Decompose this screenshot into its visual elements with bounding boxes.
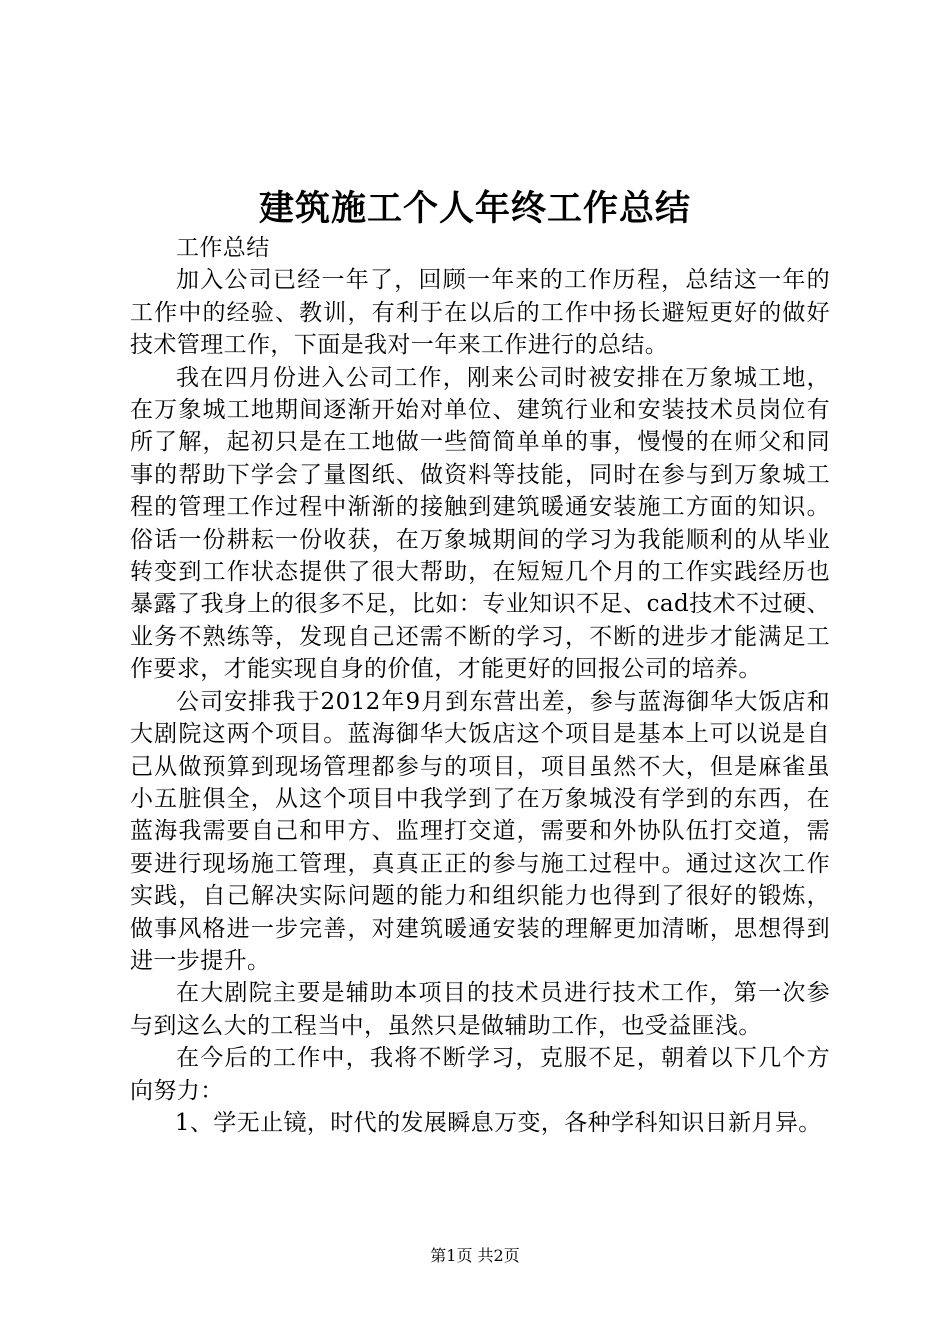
paragraph-intro: 加入公司已经一年了，回顾一年来的工作历程，总结这一年的工作中的经验、教训，有利于在以后的工作中扬长避短更好的做好技术管理工作，下面是我对一年来工作进行的总结。	[130, 267, 830, 359]
page-number: 第1页 共2页	[430, 1246, 520, 1265]
list-item: 1、学无止镜，时代的发展瞬息万变，各种学科知识日新月异。	[174, 1109, 822, 1136]
document-title: 建筑施工个人年终工作总结	[258, 189, 691, 229]
paragraph-heading: 工作总结	[176, 235, 270, 261]
document-body	[130, 232, 830, 1139]
paragraph-dongying: 公司安排我于2012年9月到东营出差，参与蓝海御华大饭店和大剧院这两个项目。蓝海御华大饭店这个项目是基本上可以说是自己从做预算到现场管理都参与的项目，项目虽然不大，但是麻雀虽小五脏俱全，从这个项目中我学到了在万象城没有学到的东西，在蓝海我需要自己和甲方、监理打交道，需要和外协队伍打交道，需要进行现场施工管理，真真正正的参与施工过程中。通过这次工作实践，自己解决实际问题的能力和组织能力也得到了很好的锻炼，做事风格进一步完善，对建筑暖通安装的理解更加清晰，思想得到进一步提升。	[130, 688, 830, 974]
paragraph-future: 在今后的工作中，我将不断学习，克服不足，朝着以下几个方向努力：	[130, 1045, 830, 1104]
paragraph-wanxiangcheng: 我在四月份进入公司工作，刚来公司时被安排在万象城工地，在万象城工地期间逐渐开始对单位、建筑行业和安装技术员岗位有所了解，起初只是在工地做一些简简单单的事，慢慢的在师父和同事的帮助下学会了量图纸、做资料等技能，同时在参与到万象城工程的管理工作过程中渐渐的接触到建筑暖通安装施工方面的知识。俗话一份耕耘一份收获，在万象城期间的学习为我能顺利的从毕业转变到工作状态提供了很大帮助，在短短几个月的工作实践经历也暴露了我身上的很多不足，比如：专业知识不足、cad技术不过硬、业务不熟练等，发现自己还需不断的学习，不断的进步才能满足工作要求，才能实现自身的价值，才能更好的回报公司的培养。	[130, 364, 830, 683]
paragraph-theater: 在大剧院主要是辅助本项目的技术员进行技术工作，第一次参与到这么大的工程当中，虽然只是做辅助工作，也受益匪浅。	[130, 980, 830, 1039]
